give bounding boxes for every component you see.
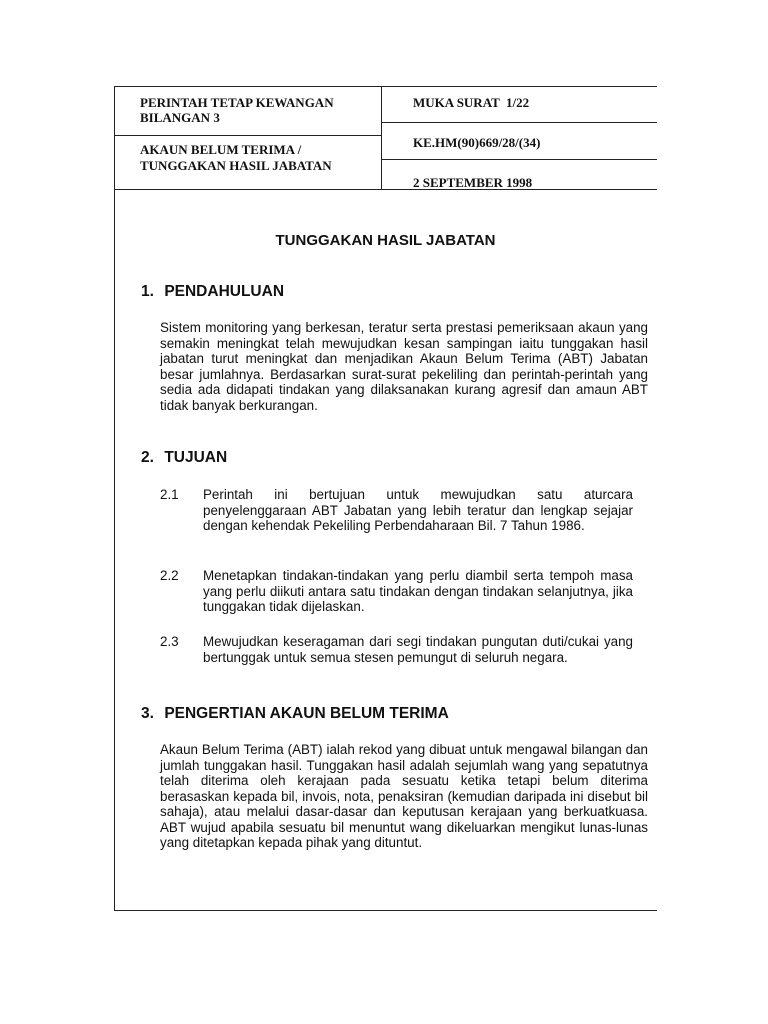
list-item-text: Perintah ini bertujuan untuk mewujudkan satu aturcara penyelenggaraan ABT Jabatan yang lebih teratur dan lengkap sejajar dengan kehendak Pekeliling Perbendaharaan Bil. 7 Tahun 1986. <box>203 487 633 533</box>
list-item-text: Mewujudkan keseragaman dari segi tindakan pungutan duti/cukai yang bertunggak untuk semua stesen pemungut di seluruh negara. <box>203 634 633 665</box>
header-order-line2: BILANGAN 3 <box>140 110 220 125</box>
section-heading <box>141 283 284 301</box>
header-date: 2 SEPTEMBER 1998 <box>413 175 533 190</box>
header-divider-right-2 <box>381 159 657 160</box>
section-title: PENDAHULUAN <box>164 283 285 300</box>
list-item-text: Menetapkan tindakan-tindakan yang perlu diambil serta tempoh masa yang perlu diikuti antara satu tindakan dengan tindakan selanjutnya, jika tunggakan tidak dijelaskan. <box>203 568 633 614</box>
document-title: TUNGGAKAN HASIL JABATAN <box>275 232 496 249</box>
section-paragraph: Akaun Belum Terima (ABT) ialah rekod yang dibuat untuk mengawal bilangan dan jumlah tunggakan hasil. Tunggakan hasil adalah sejumlah wang yang sepatutnya telah diterima oleh kerajaan pada sesuatu ketika tetapi belum diterima berasaskan kepada bil, invois, nota, penaksiran (kemudian daripada ini disebut bil sahaja), atau melalui dasar-dasar dan keputusan kerajaan yang berkuatkuasa. ABT wujud apabila sesuatu bil menuntut wang dikeluarkan mengikut lunas-lunas yang ditetapkan kepada pihak yang dituntut. <box>160 742 648 850</box>
header-reference: KE.HM(90)669/28/(34) <box>413 135 541 150</box>
list-item-number: 2.2 <box>160 568 179 583</box>
header-divider-right-1 <box>381 122 657 123</box>
header-divider-bottom <box>114 189 657 190</box>
section-title: PENGERTIAN AKAUN BELUM TERIMA <box>164 705 449 722</box>
section-heading <box>141 705 449 723</box>
header-subject-line2: TUNGGAKAN HASIL JABATAN <box>140 158 332 173</box>
header-divider-left <box>114 135 381 136</box>
section-heading <box>141 449 227 467</box>
header-column-divider <box>381 86 382 190</box>
section-number: 2. <box>141 449 154 466</box>
list-item-number: 2.1 <box>160 487 179 502</box>
header-page-number: MUKA SURAT 1/22 <box>413 95 530 110</box>
section-number: 3. <box>141 705 154 722</box>
header-subject-line1: AKAUN BELUM TERIMA / <box>140 142 302 157</box>
header-order-line1: PERINTAH TETAP KEWANGAN <box>140 95 334 110</box>
section-title: TUJUAN <box>164 449 228 466</box>
section-paragraph: Sistem monitoring yang berkesan, teratur serta prestasi pemeriksaan akaun yang semakin meningkat telah mewujudkan kesan sampingan iaitu tunggakan hasil jabatan turut meningkat dan menjadikan Akaun Belum Terima (ABT) Jabatan besar jumlahnya. Berdasarkan surat-surat pekeliling dan perintah-perintah yang sedia ada didapati tindakan yang dilaksanakan kurang agresif dan amaun ABT tidak banyak berkurangan. <box>160 320 648 413</box>
list-item-number: 2.3 <box>160 634 179 649</box>
section-number: 1. <box>141 283 154 300</box>
